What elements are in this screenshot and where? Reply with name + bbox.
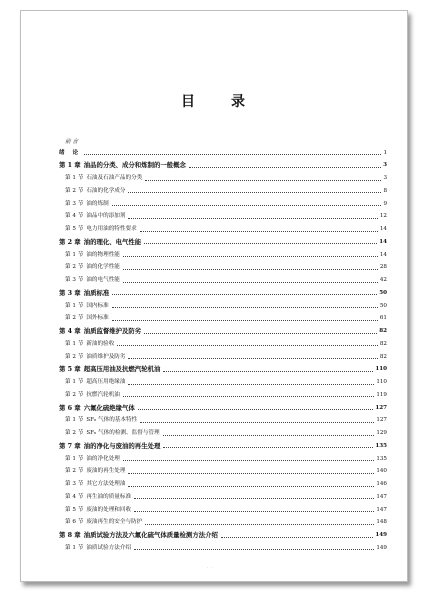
toc-section-entry[interactable]: [59, 299, 387, 309]
toc-leader-dots: [128, 383, 374, 385]
toc-entry-label: 第 3 节: [65, 200, 84, 207]
toc-leader-dots: [138, 408, 374, 410]
toc-leader-dots: [134, 548, 374, 550]
toc-entry-title: 油品中的添加剂: [86, 213, 126, 220]
toc-entry-heading: [59, 405, 135, 411]
toc-entry-title: 抗燃汽轮机油: [86, 391, 120, 398]
toc-leader-dots: [128, 485, 374, 487]
toc-leader-dots: [128, 472, 374, 474]
toc-page-number: 149: [376, 544, 387, 551]
toc-entry-label: 第 2 章: [59, 237, 81, 246]
toc-section-entry[interactable]: [59, 172, 387, 182]
toc-entry-title: 超高压用油及抗燃汽轮机油: [83, 365, 161, 374]
toc-entry-title: 国外标准: [86, 315, 109, 322]
toc-section-entry[interactable]: [59, 376, 387, 386]
toc-chapter-entry[interactable]: [59, 286, 387, 296]
toc-entry-heading: [59, 456, 120, 462]
toc-leader-dots: [84, 153, 381, 155]
toc-entry-heading: [59, 392, 120, 398]
toc-entry-title: 石油及石油产品的分类: [86, 175, 143, 182]
toc-page-number: 14: [379, 251, 387, 258]
toc-leader-dots: [128, 191, 381, 193]
toc-chapter-entry[interactable]: [59, 159, 387, 169]
toc-entry-label: 第 1 节: [65, 544, 84, 551]
toc-entry-title: 油的净化与废油的再生处理: [83, 441, 161, 450]
toc-section-entry[interactable]: [59, 184, 387, 194]
toc-page-number: 3: [383, 175, 387, 182]
toc-entry-heading: [59, 290, 109, 296]
toc-entry-title: 超高压用绝缘油: [86, 379, 126, 386]
toc-entry-heading: [59, 303, 109, 309]
toc-entry-heading: [59, 188, 125, 194]
toc-entry-heading: [59, 162, 186, 168]
toc-entry-title: 油质试验方法介绍: [86, 544, 132, 551]
toc-leader-dots: [112, 306, 378, 308]
toc-entry-title: 油的净化处理: [86, 455, 120, 462]
toc-leader-dots: [123, 459, 374, 461]
toc-page-number: 147: [376, 506, 387, 513]
toc-page-number: 119: [376, 391, 387, 398]
toc-leader-dots: [112, 319, 378, 321]
toc-chapter-entry[interactable]: [59, 401, 387, 411]
toc-leader-dots: [189, 166, 381, 168]
toc-page-number: 135: [376, 455, 387, 462]
toc-entry-heading: [59, 226, 137, 232]
toc-page-number: 82: [379, 353, 387, 360]
toc-leader-dots: [112, 204, 382, 206]
toc-entry-heading: [59, 239, 141, 245]
toc-entry-title: SF₆ 气体的检测、监督与管理: [86, 430, 160, 437]
toc-entry-title: SF₆ 气体的基本特性: [86, 417, 138, 424]
toc-leader-dots: [117, 344, 378, 346]
toc-entry-title: 再生油的质量标准: [86, 493, 132, 500]
toc-leader-dots: [140, 230, 378, 232]
toc-entry-label: 第 8 章: [59, 531, 81, 540]
footer-mark: . .: [207, 564, 214, 569]
toc-page-number: 82: [379, 328, 387, 335]
toc-entry-heading: [59, 430, 160, 436]
toc-leader-dots: [140, 421, 374, 423]
toc-chapter-entry[interactable]: [59, 439, 387, 449]
toc-entry-label: 第 3 章: [59, 288, 81, 297]
toc-section-entry[interactable]: [59, 210, 387, 220]
toc-leader-dots: [123, 268, 378, 270]
toc-entry-label: 第 1 章: [59, 161, 81, 170]
toc-section-entry[interactable]: [59, 503, 387, 513]
toc-entry-label: 第 5 章: [59, 365, 81, 374]
toc-entry-title: 油的物理性能: [86, 251, 120, 258]
toc-leader-dots: [163, 434, 375, 436]
toc-leader-dots: [134, 510, 374, 512]
toc-entry-label: 第 2 节: [65, 315, 84, 322]
toc-page-number: 135: [375, 442, 387, 449]
toc-chapter-entry[interactable]: [59, 325, 387, 335]
toc-entry-label: 第 4 节: [65, 493, 84, 500]
toc-entry-label: 第 1 节: [65, 417, 84, 424]
toc-entry-heading: [59, 417, 137, 423]
toc-section-entry[interactable]: [59, 312, 387, 322]
toc-section-entry[interactable]: [59, 388, 387, 398]
toc-entry-title: 油的理化、电气性能: [83, 237, 142, 246]
toc-section-entry[interactable]: [59, 248, 387, 258]
toc-entry-label: 第 2 节: [65, 353, 84, 360]
toc-section-entry[interactable]: [59, 541, 387, 551]
toc-leader-dots: [128, 357, 377, 359]
toc-entry-heading: [59, 379, 125, 385]
toc-page-number: 9: [383, 200, 387, 207]
toc-entry-label: 第 7 章: [59, 441, 81, 450]
toc-intro-entry[interactable]: [59, 146, 387, 156]
toc-leader-dots: [144, 242, 377, 244]
toc-page-number: 140: [376, 468, 387, 475]
toc-entry-heading: [59, 315, 109, 321]
toc-entry-title: 电力用油的特性要求: [86, 226, 137, 233]
toc-section-entry[interactable]: [59, 452, 387, 462]
toc-page-number: 12: [379, 213, 387, 220]
toc-entry-label: 第 6 节: [65, 519, 84, 526]
toc-entry-title: 新油的验收: [86, 340, 115, 347]
toc-entry-title: 废油的处理和回收: [86, 506, 132, 513]
toc-entry-heading: [59, 341, 114, 347]
toc-section-entry[interactable]: [59, 223, 387, 233]
toc-page-number: 61: [379, 315, 387, 322]
toc-entry-label: 第 2 节: [65, 391, 84, 398]
toc-entry-label: 第 3 节: [65, 481, 84, 488]
toc-chapter-entry[interactable]: [59, 363, 387, 373]
toc-section-entry[interactable]: [59, 516, 387, 526]
toc-page-number: 129: [376, 430, 387, 437]
toc-entry-label: 第 4 章: [59, 327, 81, 336]
toc-page-number: 147: [376, 493, 387, 500]
toc-page-number: 127: [375, 404, 387, 411]
toc-entry-label: 第 1 节: [65, 455, 84, 462]
toc-entry-title: 油的炼制: [86, 200, 109, 207]
toc-entry-label: 第 2 节: [65, 430, 84, 437]
toc-entry-label: 第 5 节: [65, 226, 84, 233]
toc-entry-title: 油品的分类、成分和炼制的一般概念: [83, 161, 186, 170]
toc-leader-dots: [221, 536, 373, 538]
toc-entry-label: 第 1 节: [65, 302, 84, 309]
toc-entry-label: 第 3 节: [65, 277, 84, 284]
toc-section-entry[interactable]: [59, 261, 387, 271]
toc-entry-heading: [59, 328, 141, 334]
toc-entry-label: 第 4 节: [65, 213, 84, 220]
toc-page-number: 50: [379, 302, 387, 309]
toc-entry-title: 油质维护及防劣: [86, 353, 126, 360]
toc-page-number: 82: [379, 340, 387, 347]
toc-entry-heading: [59, 507, 131, 513]
toc-entry-heading: [59, 264, 120, 270]
toc-title: [21, 91, 407, 111]
toc-entry-label: 第 1 节: [65, 175, 84, 182]
preface-label: 前 言: [65, 138, 78, 145]
toc-leader-dots: [163, 370, 373, 372]
toc-page-number: 28: [379, 264, 387, 271]
toc-entry-title: 油的电气性能: [86, 277, 120, 284]
toc-page-number: 50: [379, 289, 387, 296]
toc-section-entry[interactable]: [59, 478, 387, 488]
toc-section-entry[interactable]: [59, 350, 387, 360]
toc-title-char-1: 目: [181, 94, 197, 110]
toc-entry-label: 第 1 节: [65, 340, 84, 347]
toc-chapter-entry[interactable]: [59, 529, 387, 539]
document-page: [20, 10, 408, 582]
toc-section-entry[interactable]: [59, 337, 387, 347]
toc-entry-heading: [59, 494, 131, 500]
toc-entry-heading: [59, 277, 120, 283]
toc-page-number: 110: [375, 366, 387, 373]
toc-entry-heading: [59, 481, 125, 487]
toc-entry-heading: [59, 545, 131, 551]
toc-entry-label: 第 2 节: [65, 187, 84, 194]
toc-entry-title: 废油再生的安全与防护: [86, 519, 143, 526]
toc-entry-label: 第 2 节: [65, 264, 84, 271]
toc-page-number: 42: [379, 277, 387, 284]
toc-entry-heading: [59, 366, 160, 372]
toc-entry-label: 第 6 章: [59, 403, 81, 412]
toc-entry-heading: [59, 201, 109, 207]
toc-page-number: 14: [379, 226, 387, 233]
toc-page-number: 8: [383, 187, 387, 194]
toc-entry-heading: [59, 175, 142, 181]
toc-leader-dots: [123, 255, 378, 257]
toc-entry-heading: [59, 354, 125, 360]
toc-entry-title: 油质监督维护及防劣: [83, 327, 142, 336]
toc-page-number: 110: [376, 379, 387, 386]
toc-section-entry[interactable]: [59, 274, 387, 284]
toc-entry-title: 国内标准: [86, 302, 109, 309]
toc-page-number: 149: [375, 532, 387, 539]
toc-leader-dots: [112, 293, 377, 295]
toc-entry-label: 第 5 节: [65, 506, 84, 513]
toc-page-number: 148: [376, 519, 387, 526]
toc-entry-label: 绪 论: [59, 149, 82, 156]
toc-entry-heading: [59, 443, 160, 449]
toc-entry-label: 第 2 节: [65, 468, 84, 475]
toc-page-number: 1: [383, 149, 387, 156]
toc-leader-dots: [134, 497, 374, 499]
toc-section-entry[interactable]: [59, 427, 387, 437]
toc-entry-heading: [59, 213, 125, 219]
toc-leader-dots: [145, 179, 381, 181]
toc-entry-heading: [59, 150, 81, 156]
toc-entry-heading: [59, 519, 142, 525]
toc-page-number: 3: [383, 162, 387, 169]
toc-title-char-2: 录: [231, 94, 247, 110]
toc-page-number: 127: [376, 417, 387, 424]
toc-leader-dots: [144, 332, 377, 334]
toc-leader-dots: [128, 217, 377, 219]
toc-entry-title: 油质标准: [83, 288, 110, 297]
toc-entry-title: 石油的化学成分: [86, 187, 126, 194]
toc-entry-title: 油质试验方法及六氟化硫气体质量检测方法介绍: [83, 531, 218, 540]
toc-section-entry[interactable]: [59, 197, 387, 207]
toc-entry-label: 第 1 节: [65, 251, 84, 258]
toc-entry-title: 油的化学性能: [86, 264, 120, 271]
toc-entry-label: 第 1 节: [65, 379, 84, 386]
toc-chapter-entry[interactable]: [59, 235, 387, 245]
toc-page-number: 14: [379, 238, 387, 245]
toc-entry-heading: [59, 532, 218, 538]
toc-section-entry[interactable]: [59, 490, 387, 500]
toc-section-entry[interactable]: [59, 465, 387, 475]
toc-page-number: 146: [376, 481, 387, 488]
toc-entry-title: 其它方法处理油: [86, 481, 126, 488]
toc-leader-dots: [123, 281, 378, 283]
toc-entry-heading: [59, 252, 120, 258]
toc-preface: [59, 135, 387, 145]
toc-entry-title: 废油的再生处理: [86, 468, 126, 475]
toc-section-entry[interactable]: [59, 414, 387, 424]
toc-entry-heading: [59, 468, 125, 474]
toc-entry-title: 六氟化硫绝缘气体: [83, 403, 135, 412]
toc-leader-dots: [123, 395, 374, 397]
toc-leader-dots: [145, 523, 374, 525]
toc-leader-dots: [163, 446, 373, 448]
